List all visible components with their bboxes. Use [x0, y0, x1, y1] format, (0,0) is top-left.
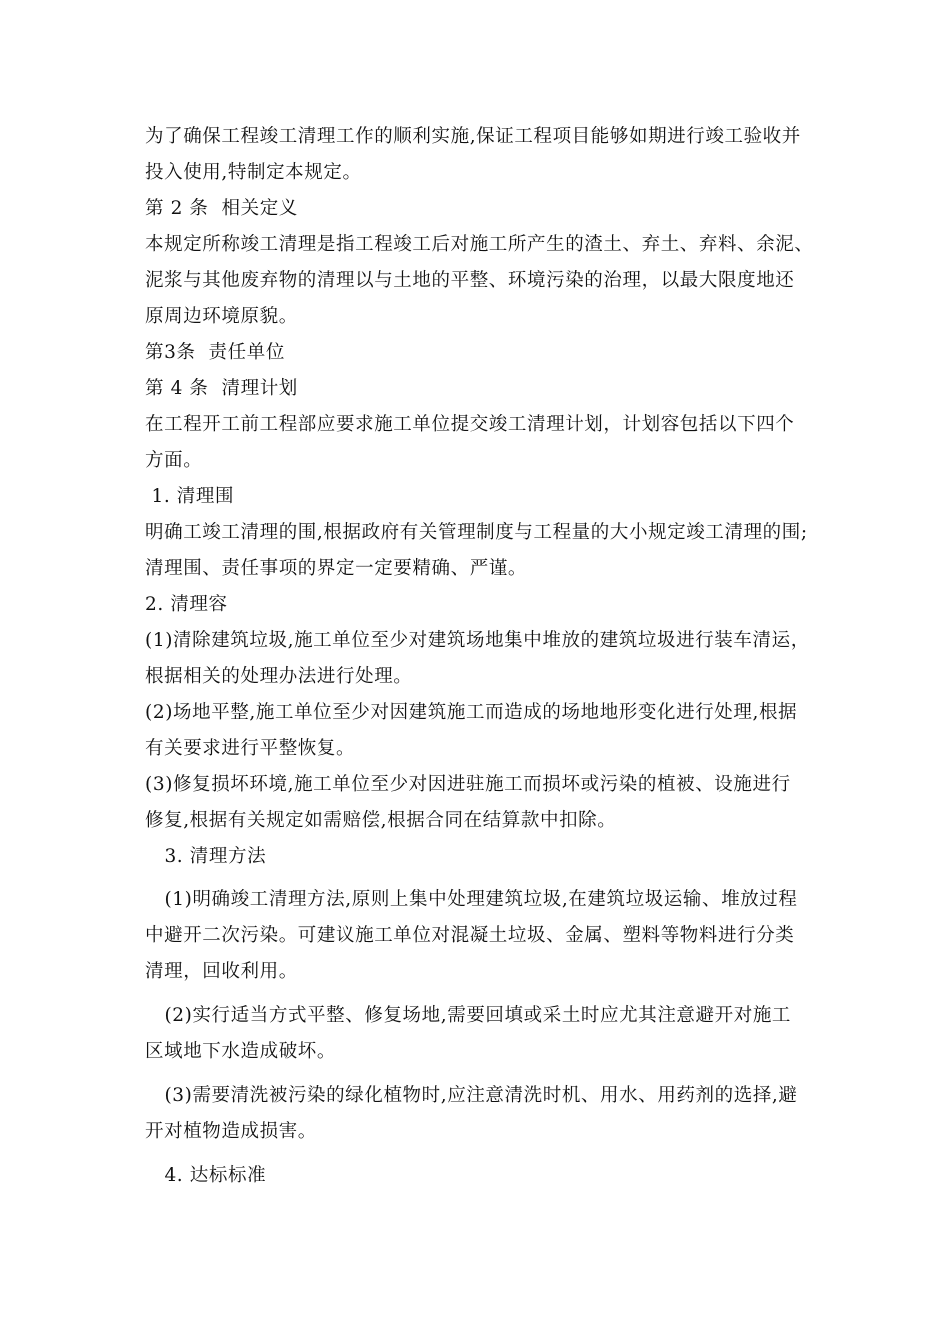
paragraph-line: 开对植物造成损害。: [145, 1121, 317, 1142]
paragraph-line: 中避开二次污染。可建议施工单位对混凝土垃圾、金属、塑料等物料进行分类: [145, 925, 795, 946]
subsection-heading: 1. 清理围: [145, 486, 235, 507]
section-heading: 第 2 条 相关定义: [145, 198, 298, 219]
paragraph-line: (1)清除建筑垃圾,施工单位至少对建筑场地集中堆放的建筑垃圾进行装车清运，: [145, 630, 810, 651]
paragraph-line: 泥浆与其他废弃物的清理以与土地的平整、环境污染的治理，以最大限度地还: [145, 270, 795, 291]
section-heading: 第3条 责任单位: [145, 342, 285, 363]
subsection-heading: 2. 清理容: [145, 594, 228, 615]
paragraph-line: 在工程开工前工程部应要求施工单位提交竣工清理计划，计划容包括以下四个: [145, 414, 795, 435]
paragraph-line: 清理，回收利用。: [145, 961, 298, 982]
paragraph-line: (2)实行适当方式平整、修复场地,需要回填或采土时应尤其注意避开对施工: [145, 1005, 792, 1026]
paragraph-line: (1)明确竣工清理方法,原则上集中处理建筑垃圾,在建筑垃圾运输、堆放过程: [145, 889, 798, 910]
paragraph-line: 区域地下水造成破坏。: [145, 1041, 337, 1062]
paragraph-line: 明确工竣工清理的围,根据政府有关管理制度与工程量的大小规定竣工清理的围;: [145, 522, 808, 543]
paragraph-line: 投入使用,特制定本规定。: [145, 162, 362, 183]
paragraph-line: 修复,根据有关规定如需赔偿,根据合同在结算款中扣除。: [145, 810, 617, 831]
paragraph-line: (3)修复损坏环境,施工单位至少对因进驻施工而损坏或污染的植被、设施进行: [145, 774, 791, 795]
paragraph-line: (2)场地平整,施工单位至少对因建筑施工而造成的场地地形变化进行处理,根据: [145, 702, 798, 723]
paragraph-line: 方面。: [145, 450, 203, 471]
subsection-heading: 4. 达标标准: [145, 1165, 267, 1186]
paragraph-line: (3)需要清洗被污染的绿化植物时,应注意清洗时机、用水、用药剂的选择,避: [145, 1085, 798, 1106]
paragraph-line: 清理围、责任事项的界定一定要精确、严谨。: [145, 558, 528, 579]
section-heading: 第 4 条 清理计划: [145, 378, 298, 399]
subsection-heading: 3. 清理方法: [145, 846, 267, 867]
paragraph-line: 原周边环境原貌。: [145, 306, 298, 327]
paragraph-line: 本规定所称竣工清理是指工程竣工后对施工所产生的渣土、弃土、弃料、余泥、: [145, 234, 814, 255]
paragraph-line: 为了确保工程竣工清理工作的顺利实施,保证工程项目能够如期进行竣工验收并: [145, 126, 801, 147]
paragraph-line: 有关要求进行平整恢复。: [145, 738, 356, 759]
paragraph-line: 根据相关的处理办法进行处理。: [145, 666, 413, 687]
